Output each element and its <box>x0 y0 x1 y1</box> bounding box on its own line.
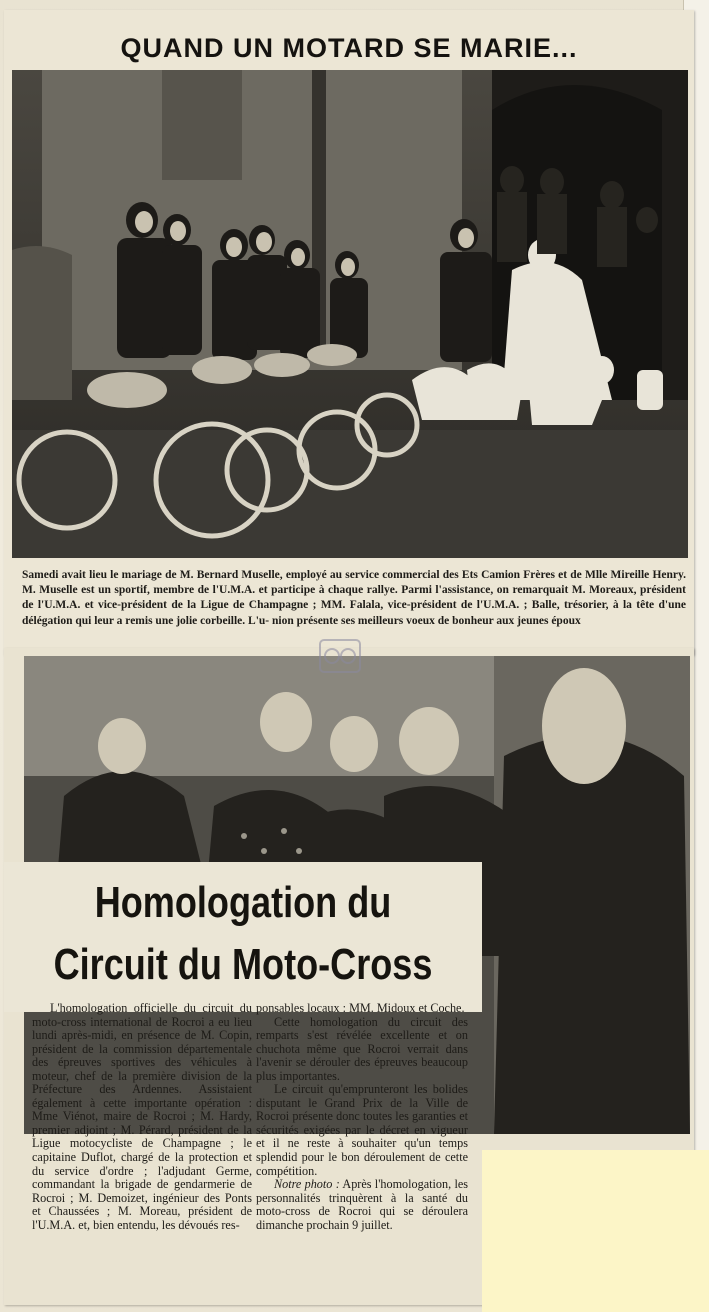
headline-line-2: Circuit du Moto-Cross <box>53 940 433 989</box>
sticky-note <box>482 1150 709 1312</box>
article-column-1 <box>32 1002 252 1302</box>
article-column-2 <box>256 1002 468 1302</box>
clipping-wedding <box>4 10 694 655</box>
wedding-photo <box>12 70 688 558</box>
wedding-headline: QUAND UN MOTARD SE MARIE... <box>120 33 578 63</box>
photo-note-label: Notre photo : <box>274 1177 340 1192</box>
wedding-motorcycle-photo <box>12 70 688 558</box>
column2-p4 <box>256 1178 468 1232</box>
homologation-headline <box>4 862 482 1012</box>
headline-line-1: Homologation du <box>94 878 392 927</box>
column2-p2: Cette homologation du circuit des remparts s'est révélée excellente et on chuchota même que Rocroi verrait dans l'avenir se dérouler des épreuves beaucoup plus importantes. <box>256 1014 468 1083</box>
wedding-caption: Samedi avait lieu le mariage de M. Bernard Muselle, employé au service commercial des Ets Camion Frères et de Mlle Mireille Henry. M. Muselle est un sportif, membre de l'U.M.A. et participe à chaque rallye. Parmi l'assistance, on remarquait M. Moreaux, président de l'U.M.A. et vice-président de la Ligue de Champagne ; MM. Falala, vice-président de l'U.M.A. ; Balle, trésorier, à la tête d'une délégation qui leur a remis une jolie corbeille. L'u- nion présente ses meilleurs voeux de bonheur aux jeunes époux <box>22 569 686 627</box>
photo-note-text: Après l'homologation, les personnalités trinquèrent à la santé du moto-cross de Rocroi qui se déroulera dimanche prochain 9 juillet. <box>256 1177 468 1232</box>
column2-p1: ponsables locaux : MM. Midoux et Coche. <box>256 1001 465 1015</box>
column1-text: L'homologation officielle du circuit du moto-cross international de Rocroi a eu lieu lundi après-midi, en présence de M. Copin, président de la commission départementale des épreuves sportives des véhicules à moteur, chef de la première division de la Préfecture des Ardennes. Assistaient également à cette importante opération : Mme Viénot, maire de Rocroi ; M. Hardy, premier adjoint ; M. Pérard, président de la Ligue motocycliste de Champagne ; le capitaine Duflot, chargé de la protection et du service d'ordre ; l'adjudant Germe, commandant la brigade de gendarmerie de Rocroi ; M. Demoizet, ingénieur des Ponts et Chaussées ; M. Moreau, président de l'U.M.A. et, bien entendu, les dévoués res- <box>32 1001 252 1232</box>
column2-p3: Le circuit qu'emprunteront les bolides disputant le Grand Prix de la Ville de Rocroi présente donc toutes les garanties et sécurités exigées par le décret en vigueur et il ne reste à souhaiter qu'un temps splendid pour le bon déroulement de cette compétition. <box>256 1082 468 1178</box>
archive-stamp-icon <box>318 636 362 676</box>
